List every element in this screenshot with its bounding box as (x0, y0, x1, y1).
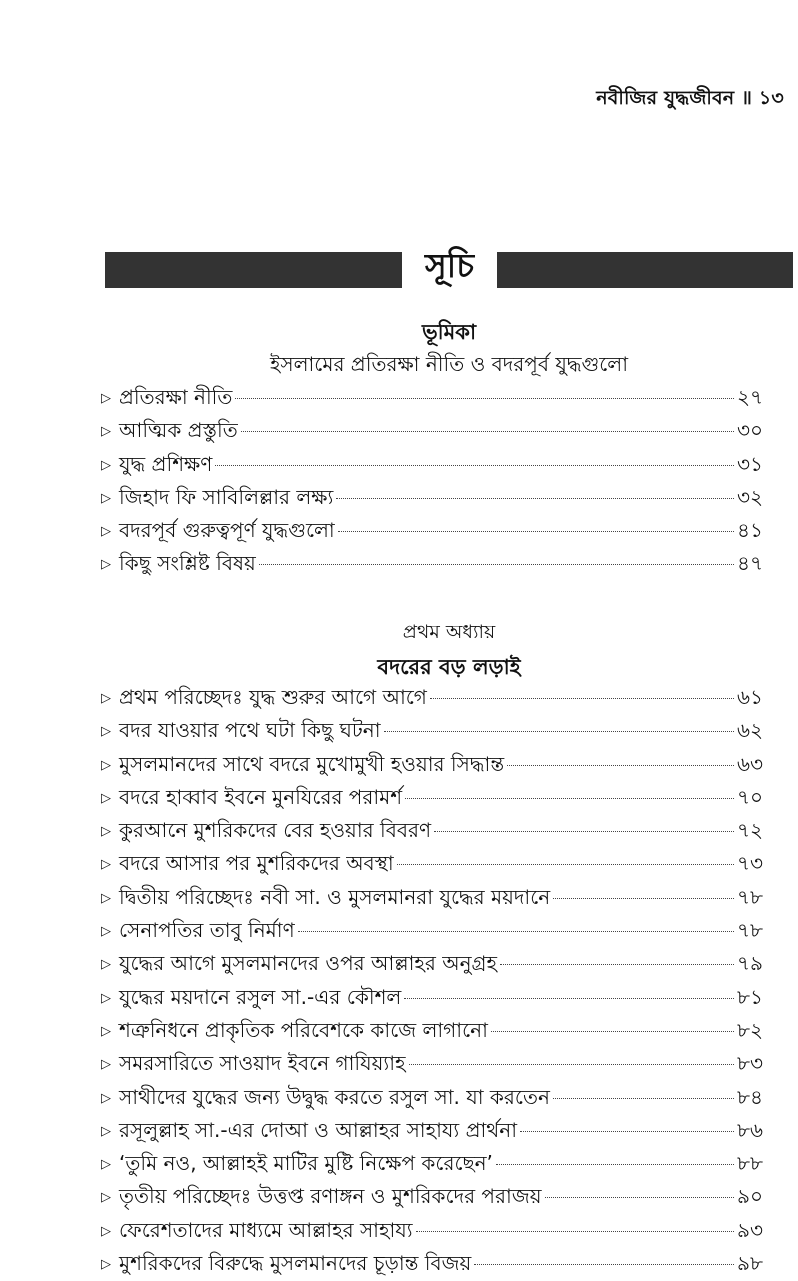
triangle-bullet-icon: ▷ (101, 457, 111, 473)
toc-entry-label: বদরে আসার পর মুশরিকদের অবস্থা (119, 851, 394, 876)
dot-leader (491, 1031, 734, 1032)
dot-leader (474, 1264, 734, 1265)
toc-entry-label: বদর যাওয়ার পথে ঘটা কিছু ঘটনা (119, 718, 381, 743)
dot-leader (338, 531, 734, 532)
dot-leader (434, 831, 734, 832)
toc-entry[interactable] (101, 547, 763, 580)
title-bar-right (497, 252, 793, 288)
triangle-bullet-icon: ▷ (101, 1223, 111, 1239)
dot-leader (384, 731, 734, 732)
toc-entry[interactable] (101, 414, 763, 447)
toc-entry-label: রসূলুল্লাহ সা.-এর দোআ ও আল্লাহর সাহায্য প্রার্থনা (119, 1117, 517, 1142)
triangle-bullet-icon: ▷ (101, 490, 111, 506)
toc-entry-page: ৮৩ (737, 1051, 763, 1076)
triangle-bullet-icon: ▷ (101, 1090, 111, 1106)
triangle-bullet-icon: ▷ (101, 1023, 111, 1039)
section-heading: ভূমিকা (421, 320, 477, 344)
toc-entry[interactable] (101, 1047, 763, 1080)
triangle-bullet-icon: ▷ (101, 1257, 111, 1273)
toc-entry[interactable] (101, 1180, 763, 1213)
dot-leader (259, 564, 734, 565)
dot-leader (298, 931, 734, 932)
toc-entry-label: মুশরিকদের বিরুদ্ধে মুসলমানদের চূড়ান্ত বিজয় (119, 1251, 472, 1276)
toc-entry[interactable] (101, 1014, 763, 1047)
toc-entry[interactable] (101, 847, 763, 880)
triangle-bullet-icon: ▷ (101, 857, 111, 873)
triangle-bullet-icon: ▷ (101, 557, 111, 573)
dot-leader (397, 864, 734, 865)
dot-leader (507, 765, 734, 766)
toc-entry-page: ৪৭ (737, 551, 763, 576)
toc-entry-label: শত্রুনিধনে প্রাকৃতিক পরিবেশকে কাজে লাগানো (119, 1017, 488, 1042)
toc-entry-label: ‘তুমি নও, আল্লাহই মাটির মুষ্টি নিক্ষেপ করেছেন’ (119, 1151, 493, 1176)
toc-entry-label: প্রতিরক্ষা নীতি (119, 385, 233, 409)
triangle-bullet-icon: ▷ (101, 691, 111, 706)
toc-entry[interactable] (101, 381, 763, 414)
dot-leader (336, 498, 734, 499)
triangle-bullet-icon: ▷ (101, 990, 111, 1006)
triangle-bullet-icon: ▷ (101, 1190, 111, 1206)
toc-entry-label: বদরে হাব্বাব ইবনে মুনযিরের পরামর্শ (119, 784, 403, 809)
toc-entry[interactable] (101, 1114, 763, 1147)
toc-entry[interactable] (101, 1247, 763, 1280)
triangle-bullet-icon: ▷ (101, 1057, 111, 1073)
toc-entry[interactable] (101, 814, 763, 847)
toc-entry-label: আত্মিক প্রস্তুতি (119, 418, 238, 443)
toc-entry-page: ৬১ (737, 685, 763, 709)
triangle-bullet-icon: ▷ (101, 1123, 111, 1139)
toc-entry-page: ৭২ (736, 818, 763, 843)
dot-leader (553, 898, 734, 899)
toc-entry[interactable] (101, 881, 763, 914)
toc-entry-page: ৩১ (737, 451, 763, 476)
section-subheading: ইসলামের প্রতিরক্ষা নীতি ও বদরপূর্ব যুদ্ধগুলো (269, 352, 629, 376)
toc-entry[interactable] (101, 1214, 763, 1247)
title-row (105, 243, 793, 289)
dot-leader (241, 431, 734, 432)
triangle-bullet-icon: ▷ (101, 890, 111, 906)
dot-leader (215, 465, 734, 466)
toc-entry[interactable] (101, 1081, 763, 1114)
toc-entry-label: ফেরেশতাদের মাধ্যমে আল্লাহর সাহায্য (119, 1217, 413, 1242)
dot-leader (405, 798, 734, 799)
toc-entry-page: ৮২ (737, 1017, 763, 1042)
triangle-bullet-icon: ▷ (101, 391, 111, 406)
toc-entry-page: ৮৬ (737, 1117, 763, 1142)
dot-leader (496, 1164, 734, 1165)
dot-leader (409, 1064, 734, 1065)
toc-entry-page: ৭০ (736, 784, 763, 809)
toc-entry-page: ৩০ (736, 418, 763, 443)
triangle-bullet-icon: ▷ (101, 957, 111, 973)
running-header: নবীজির যুদ্ধজীবন ॥ ১৩ (596, 87, 784, 109)
toc-list (101, 381, 763, 581)
triangle-bullet-icon: ▷ (101, 824, 111, 840)
toc-entry[interactable] (101, 514, 763, 547)
toc-entry-page: ৩২ (736, 484, 763, 509)
triangle-bullet-icon: ▷ (101, 724, 111, 740)
toc-entry[interactable] (101, 914, 763, 947)
toc-entry[interactable] (101, 981, 763, 1014)
toc-entry-page: ৬৩ (736, 751, 763, 776)
toc-entry[interactable] (101, 481, 763, 514)
page-title: সূচি (424, 246, 475, 285)
toc-entry[interactable] (101, 1147, 763, 1180)
toc-entry-label: দ্বিতীয় পরিচ্ছেদঃ নবী সা. ও মুসলমানরা যুদ্ধের ময়দানে (119, 884, 551, 909)
toc-entry-page: ৭৮ (737, 884, 763, 909)
toc-entry-label: যুদ্ধের আগে মুসলমানদের ওপর আল্লাহর অনুগ্রহ (119, 951, 498, 976)
toc-entry[interactable] (101, 748, 763, 781)
toc-entry[interactable] (101, 781, 763, 814)
dot-leader (545, 1197, 735, 1198)
toc-entry-label: বদরপূর্ব গুরুত্বপূর্ণ যুদ্ধগুলো (119, 518, 335, 543)
toc-entry-label: জিহাদ ফি সাবিলিল্লার লক্ষ্য (119, 484, 334, 509)
dot-leader (430, 698, 734, 699)
toc-entry[interactable] (101, 681, 763, 714)
dot-leader (416, 1231, 734, 1232)
toc-entry-page: ৭৩ (736, 851, 763, 876)
toc-entry-label: প্রথম পরিচ্ছেদঃ যুদ্ধ শুরুর আগে আগে (119, 685, 427, 709)
triangle-bullet-icon: ▷ (101, 924, 111, 940)
toc-entry-label: কিছু সংশ্লিষ্ট বিষয় (119, 551, 256, 576)
title-bar-left (105, 252, 402, 288)
toc-entry-page: ৯৩ (737, 1217, 763, 1242)
toc-entry-page: ৭৮ (737, 918, 763, 943)
dot-leader (235, 398, 734, 399)
toc-entry-page: ৮১ (737, 984, 763, 1009)
toc-entry-label: সেনাপতির তাবু নির্মাণ (119, 918, 295, 943)
toc-entry-label: যুদ্ধ প্রশিক্ষণ (119, 451, 213, 476)
toc-entry-label: যুদ্ধের ময়দানে রসুল সা.-এর কৌশল (119, 984, 402, 1009)
toc-entry-label: সাথীদের যুদ্ধের জন্য উদ্বুদ্ধ করতে রসুল সা. যা করতেন (119, 1084, 550, 1109)
chapter-label: প্রথম অধ্যায় (402, 621, 496, 643)
triangle-bullet-icon: ▷ (101, 757, 111, 773)
triangle-bullet-icon: ▷ (101, 524, 111, 540)
toc-entry-page: ৮৮ (737, 1151, 763, 1176)
toc-entry[interactable] (101, 448, 763, 481)
toc-entry-page: ২৭ (736, 385, 763, 409)
toc-entry-label: মুসলমানদের সাথে বদরে মুখোমুখী হওয়ার সিদ্ধান্ত (119, 751, 505, 776)
dot-leader (553, 1098, 734, 1099)
toc-entry-page: ৯০ (737, 1184, 763, 1209)
toc-entry-label: তৃতীয় পরিচ্ছেদঃ উত্তপ্ত রণাঙ্গন ও মুশরিকদের পরাজয় (119, 1184, 542, 1209)
chapter-title: বদরের বড় লড়াই (377, 655, 521, 679)
dot-leader (520, 1131, 734, 1132)
toc-entry-label: সমরসারিতে সাওয়াদ ইবনে গাযিয়্যাহ (119, 1051, 406, 1076)
triangle-bullet-icon: ▷ (101, 790, 111, 806)
dot-leader (404, 998, 734, 999)
toc-entry-page: ৭৯ (737, 951, 763, 976)
toc-entry[interactable] (101, 947, 763, 980)
triangle-bullet-icon: ▷ (101, 424, 111, 440)
toc-list (101, 681, 763, 1280)
toc-entry-page: ৯৮ (737, 1251, 763, 1276)
toc-entry-page: ৮৪ (737, 1084, 763, 1109)
toc-entry-page: ৪১ (737, 518, 763, 543)
toc-entry-label: কুরআনে মুশরিকদের বের হওয়ার বিবরণ (119, 818, 432, 843)
triangle-bullet-icon: ▷ (101, 1157, 111, 1173)
dot-leader (500, 964, 734, 965)
toc-entry[interactable] (101, 714, 763, 747)
toc-entry-page: ৬২ (736, 718, 763, 743)
